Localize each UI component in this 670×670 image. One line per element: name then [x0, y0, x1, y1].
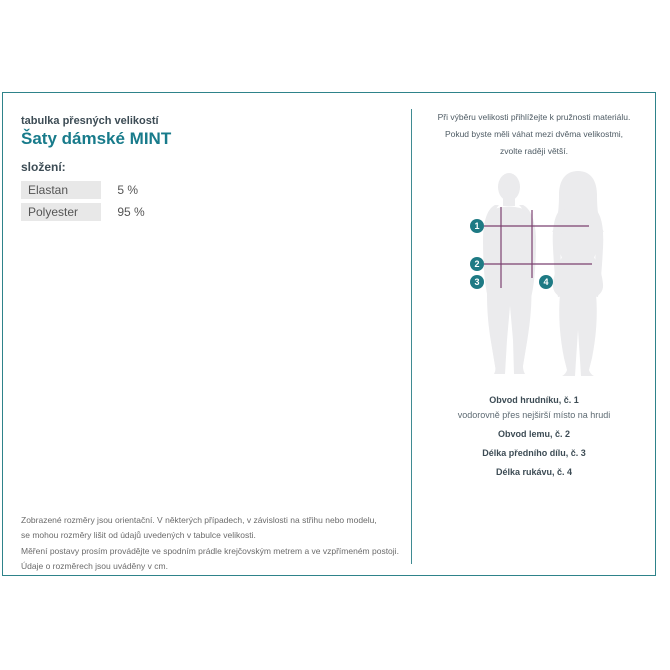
disclaimer-text: [21, 513, 399, 575]
material-name-cell: Elastan: [21, 181, 101, 199]
disclaimer-line: Zobrazené rozměry jsou orientační. V některých případech, v závislosti na střihu nebo modelu,: [21, 515, 377, 525]
measurement-label-hem: Obvod lemu, č. 2: [497, 429, 571, 439]
fit-advice-line: zvolte raději větší.: [499, 146, 569, 156]
measurement-label-sleeve: Délka rukávu, č. 4: [495, 467, 573, 477]
disclaimer-line: Měření postavy prosím provádějte ve spodním prádle krejčovským metrem a ve vzpřímeném postoji.: [21, 545, 399, 556]
male-silhouette: [483, 173, 536, 374]
composition-table: [21, 181, 145, 225]
measurement-badge-4: 4: [539, 275, 553, 289]
measurement-badge-1: 1: [470, 219, 484, 233]
material-percent-value: 95 %: [117, 205, 145, 219]
measurement-sublabel-chest: vodorovně přes nejširší místo na hrudi: [457, 410, 611, 420]
silhouettes-illustration: [453, 165, 657, 383]
measurement-label-front-length: Délka předního dílu, č. 3: [482, 448, 586, 458]
measurement-badge-2: 2: [470, 257, 484, 271]
disclaimer-line: Údaje o rozměrech jsou uváděny v cm.: [21, 561, 168, 572]
fit-advice-line: Pokud byste měli váhat mezi dvěma velikostmi,: [444, 129, 624, 139]
fit-advice-line: Při výběru velikosti přihlížejte k pružnosti materiálu.: [437, 112, 631, 122]
right-panel: [412, 93, 656, 575]
composition-heading: složení:: [21, 160, 66, 174]
measurement-legend: [412, 394, 656, 485]
left-panel: [3, 93, 411, 575]
fit-advice-text: [412, 109, 656, 160]
body-measurement-diagram: [453, 165, 657, 383]
disclaimer-line: se mohou rozměry lišit od údajů uvedených v tabulce velikosti.: [21, 530, 256, 541]
measurement-badge-3: 3: [470, 275, 484, 289]
composition-row: [21, 181, 145, 199]
material-name-cell: Polyester: [21, 203, 101, 221]
product-title: Šaty dámské MINT: [21, 129, 172, 148]
size-chart-card: [2, 92, 656, 576]
size-chart-subtitle: tabulka přesných velikostí: [21, 115, 159, 127]
material-percent-value: 5 %: [117, 183, 139, 197]
female-silhouette: [552, 171, 604, 376]
composition-row: [21, 203, 145, 221]
measurement-label-chest: Obvod hrudníku, č. 1: [489, 395, 579, 405]
